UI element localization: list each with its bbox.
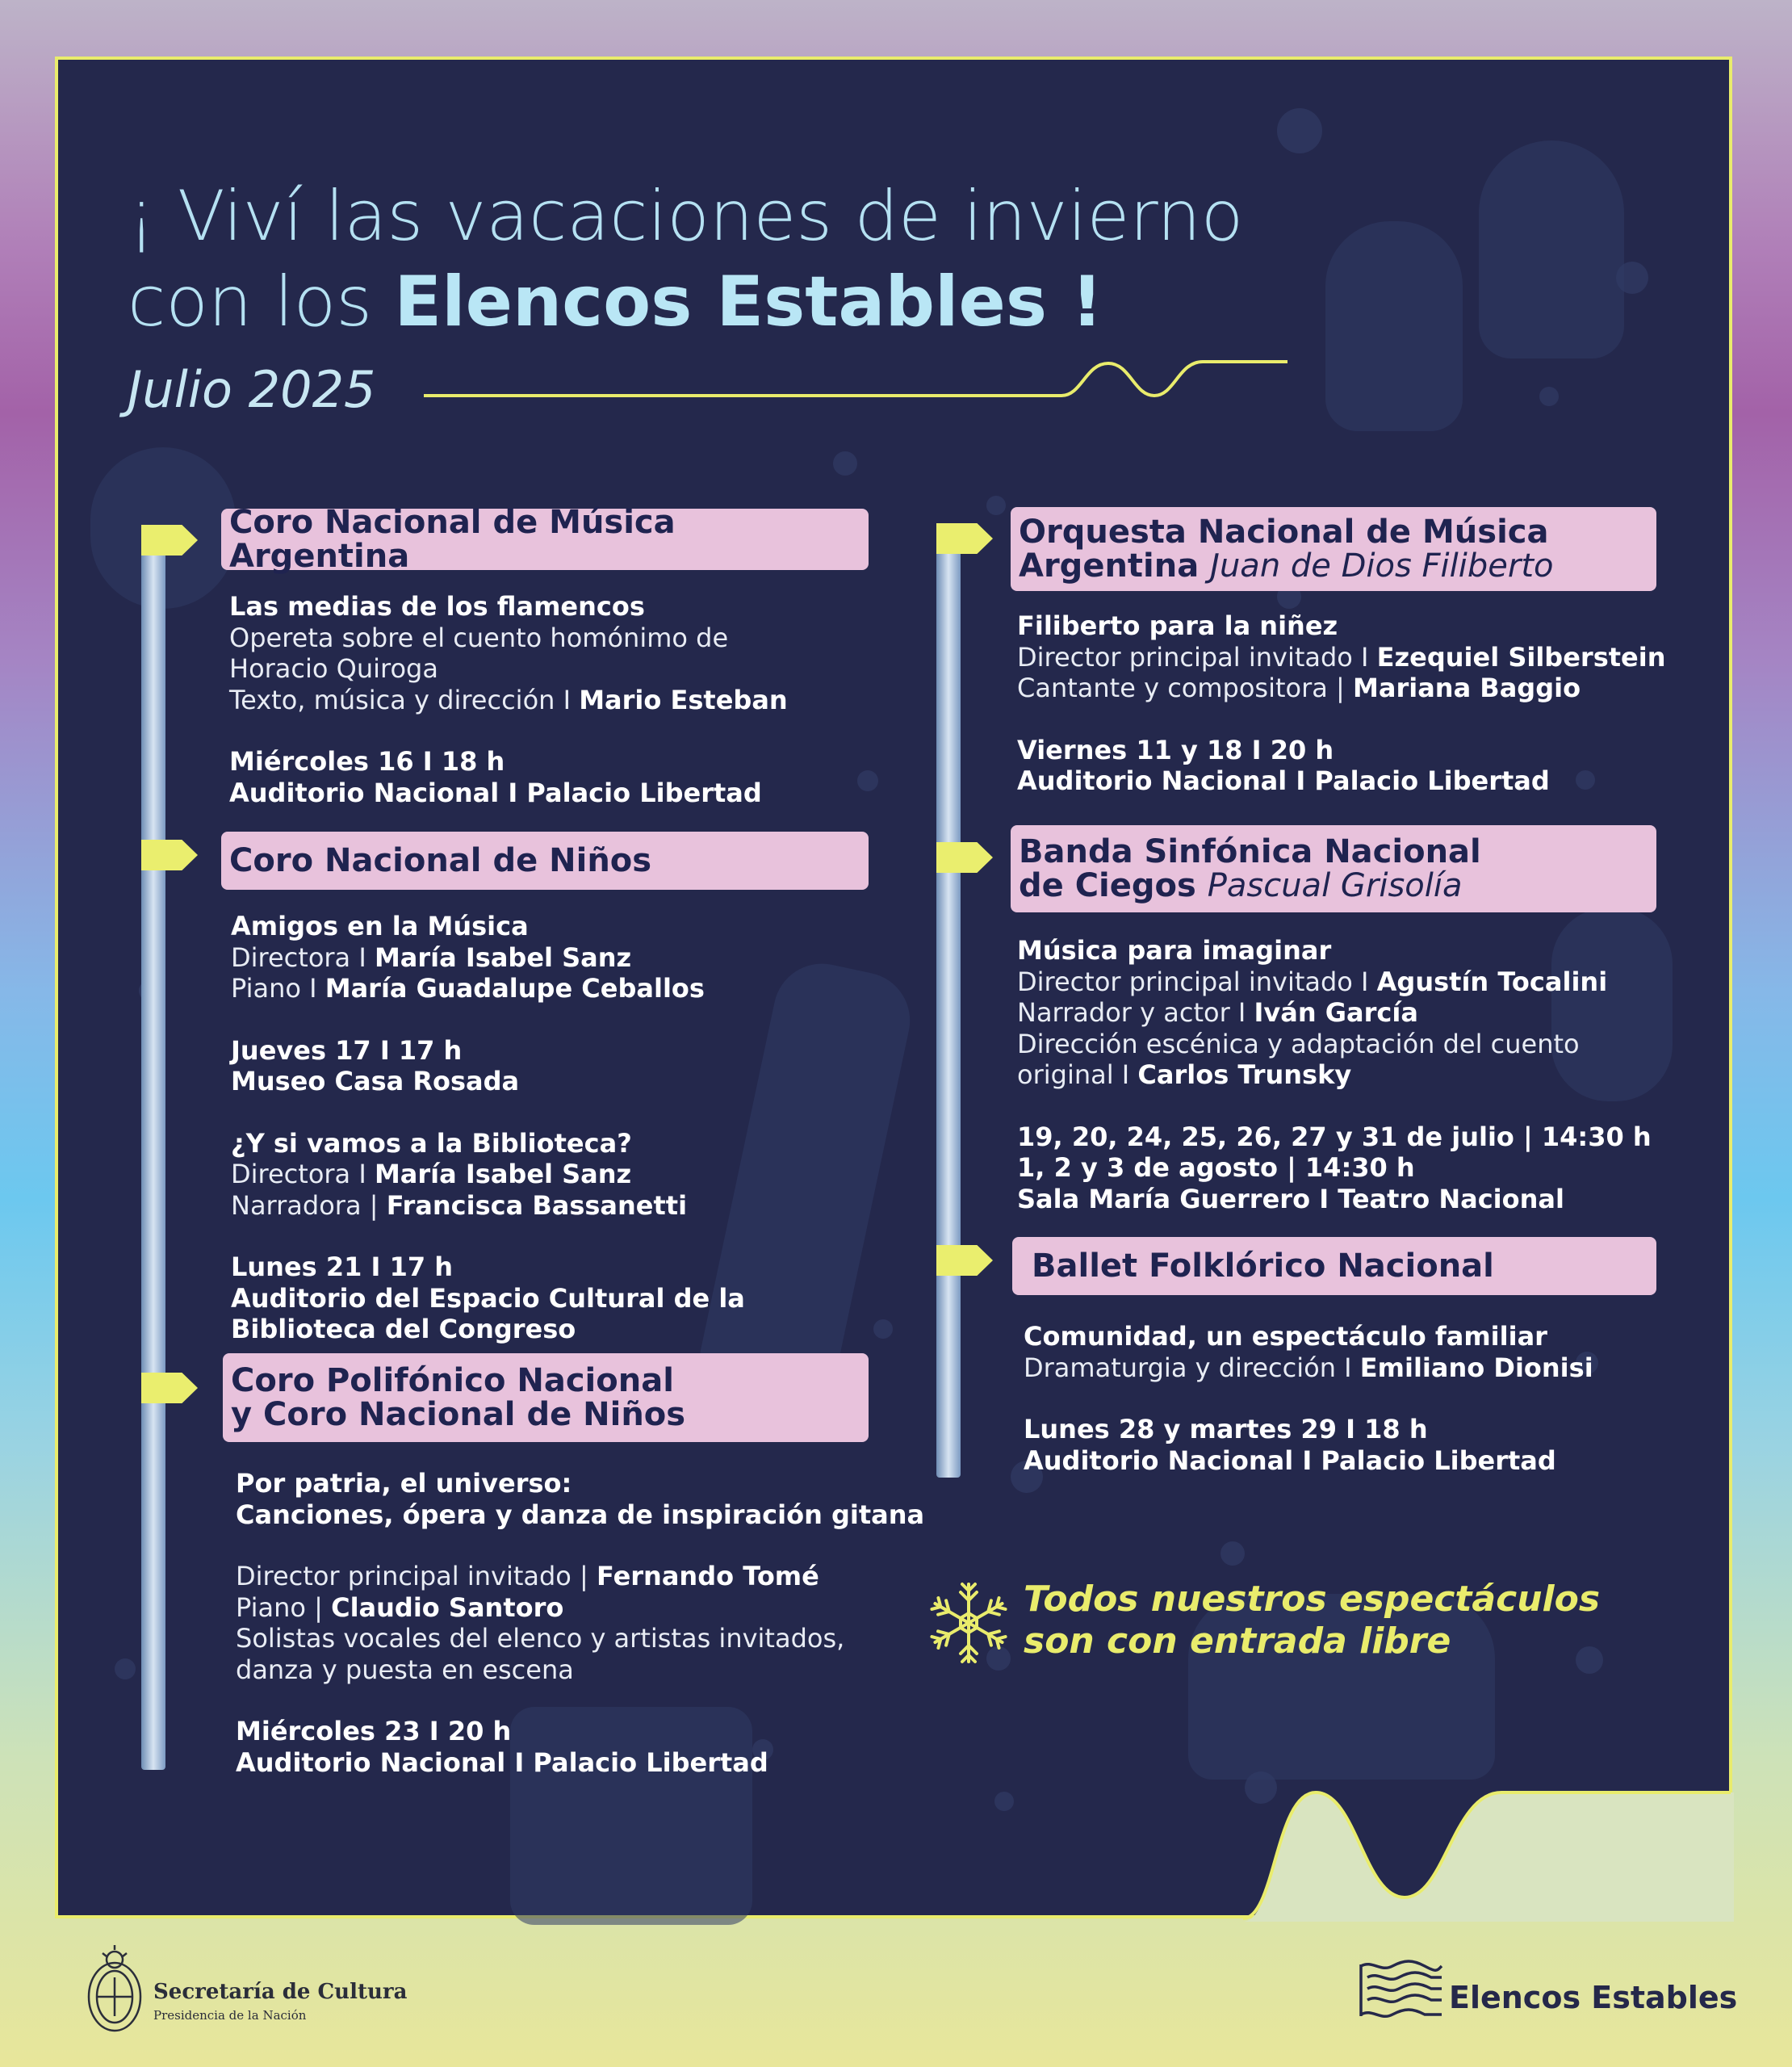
show-title: Música para imaginar [1017, 935, 1332, 966]
show-title: Las medias de los flamencos [229, 591, 645, 622]
mitten-decoration [1479, 140, 1624, 358]
credit-label: original I [1017, 1059, 1138, 1090]
event-date: Miércoles 16 I 18 h [229, 746, 505, 777]
presidencia-label: Presidencia de la Nación [153, 2008, 307, 2023]
spacer [1017, 704, 1665, 735]
free-entry-line: son con entrada libre [1024, 1620, 1451, 1662]
header-text: Orquesta Nacional de Música [1019, 514, 1549, 551]
title-line-1: ¡ Viví las vacaciones de invierno [128, 176, 1244, 257]
event-venue: Biblioteca del Congreso [231, 1314, 576, 1344]
event-block-comunidad [1024, 1321, 1593, 1476]
credit-line [231, 942, 745, 974]
event-venue: Auditorio Nacional I Palacio Libertad [1024, 1444, 1556, 1476]
credit-name: Mario Esteban [579, 684, 788, 715]
show-title: Canciones, ópera y danza de inspiración gitana [236, 1499, 925, 1530]
credit-name: Claudio Santoro [331, 1591, 564, 1623]
credit-line [1024, 1352, 1593, 1384]
credit-label: Piano I [231, 973, 325, 1004]
credit-label: Cantante y compositora | [1017, 673, 1353, 703]
event-block-filiberto [1017, 610, 1665, 797]
credit-label: Narradora | [231, 1189, 387, 1221]
show-description: Solistas vocales del elenco y artistas invitados, [236, 1623, 845, 1654]
credit-label: Directora I [231, 1159, 375, 1189]
credit-name: Agustín Tocalini [1376, 966, 1608, 997]
spacer [1024, 1383, 1593, 1414]
credit-line [231, 1190, 745, 1222]
section-header-coro-polifonico [223, 1353, 869, 1442]
show-description: Opereta sobre el cuento homónimo de [229, 622, 729, 653]
wave-cutout [1243, 1760, 1734, 1922]
credit-line [236, 1592, 924, 1624]
event-date: Lunes 21 I 17 h [231, 1252, 454, 1282]
event-date: 19, 20, 24, 25, 26, 27 y 31 de julio | 14:30 h [1017, 1121, 1652, 1152]
bubble-decoration [1277, 108, 1322, 153]
spacer [229, 715, 788, 746]
event-date: Lunes 28 y martes 29 I 18 h [1024, 1414, 1428, 1444]
spacer [236, 1685, 924, 1716]
header-text [1019, 549, 1648, 583]
event-venue: Auditorio Nacional I Palacio Libertad [236, 1746, 768, 1778]
event-venue: Auditorio Nacional I Palacio Libertad [229, 777, 762, 808]
event-block-por-patria [236, 1468, 924, 1778]
credit-name: María Guadalupe Ceballos [324, 973, 705, 1004]
mitten-decoration [1325, 221, 1463, 431]
show-description: Horacio Quiroga [229, 653, 438, 684]
credit-label: Directora I [231, 941, 375, 973]
event-venue: Sala María Guerrero I Teatro Nacional [1017, 1183, 1564, 1214]
header-text: Banda Sinfónica Nacional [1019, 833, 1481, 870]
show-title: Amigos en la Música [231, 911, 529, 941]
spacer [231, 1004, 745, 1035]
section-header-banda-sinfonica [1011, 825, 1656, 912]
show-description: Dirección escénica y adaptación del cuento [1017, 1028, 1580, 1059]
free-entry-line: Todos nuestros espectáculos [1024, 1579, 1601, 1620]
credit-label: Narrador y actor I [1017, 997, 1254, 1028]
bubble-decoration [986, 496, 1006, 515]
credit-name: María Isabel Sanz [374, 1159, 632, 1189]
page-title [128, 174, 1243, 345]
credit-name: Fernando Tomé [597, 1561, 819, 1591]
event-venue: Auditorio del Espacio Cultural de la [231, 1282, 745, 1314]
header-italic: Juan de Dios Filiberto [1210, 547, 1554, 585]
event-date: Viernes 11 y 18 I 20 h [1017, 734, 1334, 765]
header-text: y Coro Nacional de Niños [231, 1396, 686, 1433]
elencos-estables-brand: Elencos Estables [1449, 1980, 1738, 2015]
bubble-decoration [873, 1319, 893, 1339]
credit-line [1017, 673, 1665, 704]
bubble-decoration [857, 770, 878, 791]
spacer [236, 1530, 924, 1561]
coat-of-arms-icon [85, 1942, 145, 2039]
event-date: Miércoles 23 I 20 h [236, 1716, 512, 1746]
credit-line [1017, 642, 1665, 673]
header-text: Coro Nacional de Música Argentina [229, 504, 676, 575]
credit-line [231, 973, 745, 1004]
credit-label: Texto, música y dirección I [229, 684, 580, 715]
credit-name: Mariana Baggio [1353, 673, 1581, 703]
credit-label: Director principal invitado | [236, 1561, 597, 1591]
header-text: Coro Polifónico Nacional [231, 1362, 674, 1399]
credit-name: Ezequiel Silberstein [1376, 641, 1666, 673]
spacer [1017, 1091, 1652, 1122]
show-title: Por patria, el universo: [236, 1468, 572, 1499]
show-title: Filiberto para la niñez [1017, 610, 1338, 641]
event-venue: Museo Casa Rosada [231, 1066, 520, 1096]
header-bold: Argentina [1019, 547, 1211, 585]
header-text [1019, 869, 1648, 903]
snowflake-icon [924, 1579, 1013, 1667]
event-date: 1, 2 y 3 de agosto | 14:30 h [1017, 1152, 1415, 1183]
subtitle-date: Julio 2025 [128, 360, 376, 419]
credit-line [229, 685, 788, 716]
bubble-decoration [833, 451, 857, 476]
show-description: danza y puesta en escena [236, 1654, 574, 1685]
credit-label: Director principal invitado I [1017, 966, 1377, 997]
header-italic: Pascual Grisolía [1207, 867, 1463, 904]
title-line-2-prefix: con los [128, 262, 395, 342]
event-block-musica-imaginar [1017, 935, 1652, 1214]
timeline-bar-left [141, 549, 165, 1770]
credit-line [1017, 1059, 1652, 1091]
title-line-2-bold: Elencos Estables ! [394, 262, 1103, 342]
credit-name: María Isabel Sanz [374, 941, 632, 973]
event-venue: Auditorio Nacional I Palacio Libertad [1017, 765, 1550, 796]
credit-label: Director principal invitado I [1017, 641, 1377, 673]
secretaria-cultura-label: Secretaría de Cultura [153, 1980, 408, 2004]
bubble-decoration [1539, 387, 1559, 406]
spacer [231, 1221, 745, 1252]
credit-line [1017, 997, 1652, 1029]
timeline-bar-right [936, 539, 961, 1478]
bubble-decoration [994, 1792, 1014, 1811]
credit-line [231, 1159, 745, 1190]
credit-name: Iván García [1254, 997, 1418, 1028]
free-entry-note [1024, 1579, 1600, 1662]
header-text: Ballet Folklórico Nacional [1032, 1247, 1494, 1285]
credit-name: Francisca Bassanetti [386, 1189, 688, 1221]
credit-label: Piano | [236, 1591, 332, 1623]
title-line-2 [128, 259, 1243, 345]
bubble-decoration [115, 1658, 136, 1679]
elencos-estables-logo-icon [1356, 1958, 1445, 2023]
show-title: Comunidad, un espectáculo familiar [1024, 1321, 1547, 1352]
spacer [231, 1097, 745, 1128]
section-header-coro-musica-argentina [221, 504, 869, 575]
wave-line-decoration [424, 347, 1292, 404]
event-date: Jueves 17 I 17 h [231, 1034, 463, 1066]
section-header-coro-ninos [221, 832, 869, 890]
header-text: Coro Nacional de Niños [229, 842, 652, 879]
credit-label: Dramaturgia y dirección I [1024, 1352, 1360, 1383]
bubble-decoration [1220, 1541, 1245, 1566]
event-block-las-medias [229, 591, 788, 808]
credit-name: Carlos Trunsky [1137, 1059, 1352, 1090]
header-bold: de Ciegos [1019, 867, 1208, 904]
credit-line [236, 1561, 924, 1592]
credit-line [1017, 966, 1652, 998]
section-header-orquesta [1011, 507, 1656, 591]
section-header-ballet-folklorico [1012, 1237, 1656, 1295]
show-title: ¿Y si vamos a la Biblioteca? [231, 1127, 632, 1159]
event-block-amigos [231, 911, 745, 1345]
credit-name: Emiliano Dionisi [1359, 1352, 1593, 1383]
